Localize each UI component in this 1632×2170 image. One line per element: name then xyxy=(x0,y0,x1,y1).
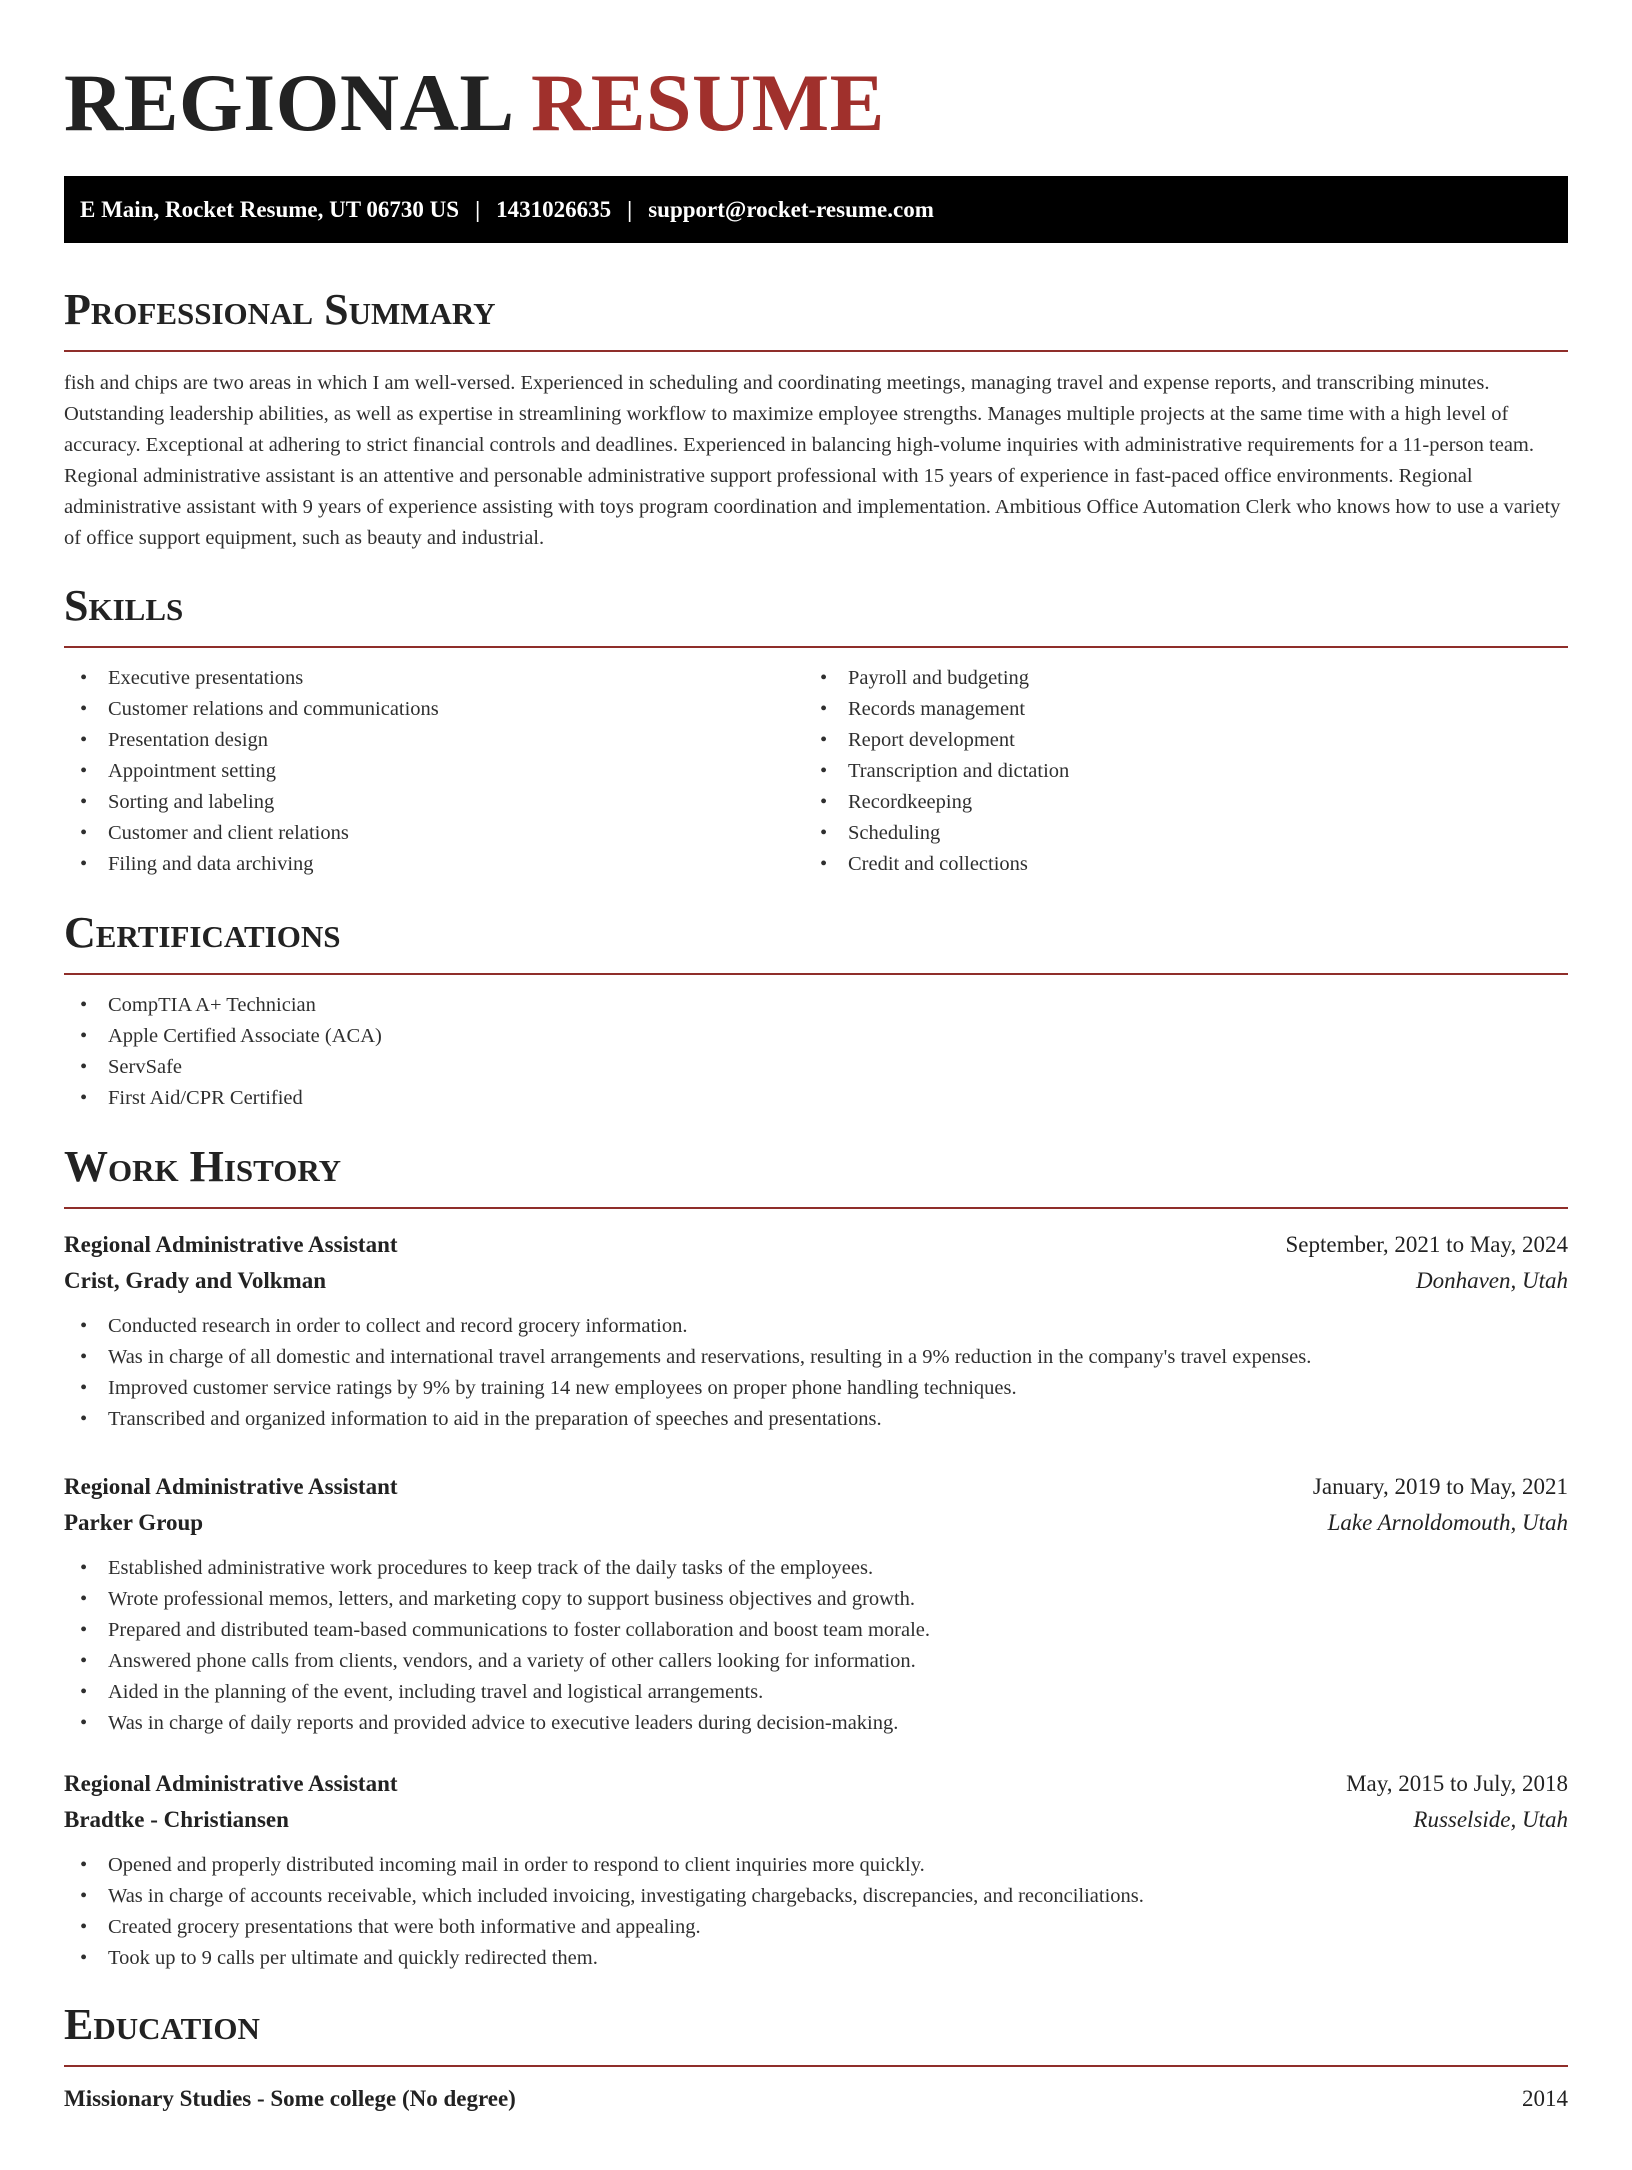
skills-list-left xyxy=(64,663,804,880)
section-title-work-history: Work History xyxy=(64,1142,342,1191)
name-last: RESUME xyxy=(531,57,885,148)
job-title: Regional Administrative Assistant xyxy=(64,1771,398,1796)
job-header-row xyxy=(64,1469,1568,1505)
education-year: 2014 xyxy=(1522,2086,1568,2111)
skill-item: • Executive presentations xyxy=(64,663,804,694)
job-entry xyxy=(64,1766,1568,1974)
job-duty-item: • Aided in the planning of the event, including travel and logistical arrangements. xyxy=(64,1677,1568,1708)
job-entry xyxy=(64,1227,1568,1435)
job-title: Regional Administrative Assistant xyxy=(64,1232,398,1257)
resume-page xyxy=(64,58,1568,2117)
job-dates: May, 2015 to July, 2018 xyxy=(1346,1771,1568,1796)
skill-item: • Customer relations and communications xyxy=(64,694,804,725)
job-location: Lake Arnoldomouth, Utah xyxy=(1327,1510,1568,1535)
skills-columns xyxy=(64,663,1568,880)
skill-item: • Presentation design xyxy=(64,725,804,756)
education-section xyxy=(64,2000,1568,2117)
name-first: REGIONAL xyxy=(64,57,510,148)
job-company-row xyxy=(64,1802,1568,1838)
certifications-section xyxy=(64,908,1568,1114)
skill-item: • Sorting and labeling xyxy=(64,787,804,818)
job-dates: January, 2019 to May, 2021 xyxy=(1312,1474,1568,1499)
job-title: Regional Administrative Assistant xyxy=(64,1474,398,1499)
job-duty-item: • Opened and properly distributed incoming mail in order to respond to client inquiries more quickly. xyxy=(64,1850,1568,1881)
contact-email: support@rocket-resume.com xyxy=(648,196,934,222)
certifications-list xyxy=(64,990,1568,1114)
certification-item: • Apple Certified Associate (ACA) xyxy=(64,1021,1568,1052)
section-divider xyxy=(64,2065,1568,2067)
summary-text: fish and chips are two areas in which I am well-versed. Experienced in scheduling and coordinating meetings, managing travel and expense reports, and transcribing minutes. Outstanding leadership abilities, as well as expertise in streamlining workflow to maximize employee strengths. Manages multiple projects at the same time with a high level of accuracy. Exceptional at adhering to strict financial controls and deadlines. Experienced in balancing high-volume inquiries with administrative requirements for a 11-person team. Regional administrative assistant is an attentive and personable administrative support professional with 15 years of experience in fast-paced office environments. Regional administrative assistant with 9 years of experience assisting with toys program coordination and implementation. Ambitious Office Automation Clerk who knows how to use a variety of office support equipment, such as beauty and industrial. xyxy=(64,372,1561,549)
job-header-row xyxy=(64,1766,1568,1802)
job-location: Russelside, Utah xyxy=(1413,1807,1568,1832)
job-entry xyxy=(64,1469,1568,1739)
section-divider xyxy=(64,1207,1568,1209)
job-duty-item: • Conducted research in order to collect and record grocery information. xyxy=(64,1311,1568,1342)
job-company-row xyxy=(64,1505,1568,1541)
skill-item: • Recordkeeping xyxy=(804,787,1544,818)
job-duties-list xyxy=(64,1850,1568,1974)
job-company: Crist, Grady and Volkman xyxy=(64,1268,327,1293)
work-history-section xyxy=(64,1142,1568,1974)
section-title-certifications: Certifications xyxy=(64,908,341,957)
job-dates: September, 2021 to May, 2024 xyxy=(1285,1232,1568,1257)
job-company: Bradtke - Christiansen xyxy=(64,1807,289,1832)
job-duty-item: • Wrote professional memos, letters, and marketing copy to support business objectives and growth. xyxy=(64,1584,1568,1615)
certification-item: • CompTIA A+ Technician xyxy=(64,990,1568,1021)
job-duties-list xyxy=(64,1311,1568,1435)
section-title-education: Education xyxy=(64,2000,260,2049)
certification-item: • First Aid/CPR Certified xyxy=(64,1083,1568,1114)
job-duty-item: • Prepared and distributed team-based communications to foster collaboration and boost team morale. xyxy=(64,1615,1568,1646)
skills-section xyxy=(64,581,1568,880)
job-duty-item: • Transcribed and organized information to aid in the preparation of speeches and presentations. xyxy=(64,1404,1568,1435)
contact-separator: | xyxy=(475,196,481,222)
job-company-row xyxy=(64,1263,1568,1299)
contact-phone: 1431026635 xyxy=(496,196,612,222)
section-divider xyxy=(64,646,1568,648)
job-duty-item: • Was in charge of accounts receivable, which included invoicing, investigating chargebacks, discrepancies, and reconciliations. xyxy=(64,1881,1568,1912)
skill-item: • Records management xyxy=(804,694,1544,725)
contact-bar xyxy=(64,176,1568,243)
job-header-row xyxy=(64,1227,1568,1263)
job-duty-item: • Established administrative work procedures to keep track of the daily tasks of the employees. xyxy=(64,1553,1568,1584)
skills-list-right xyxy=(804,663,1544,880)
job-duty-item: • Answered phone calls from clients, vendors, and a variety of other callers looking for information. xyxy=(64,1646,1568,1677)
job-location: Donhaven, Utah xyxy=(1415,1268,1568,1293)
skill-item: • Scheduling xyxy=(804,818,1544,849)
skill-item: • Credit and collections xyxy=(804,849,1544,880)
job-duties-list xyxy=(64,1553,1568,1739)
contact-address: E Main, Rocket Resume, UT 06730 US xyxy=(80,196,460,222)
skill-item: • Filing and data archiving xyxy=(64,849,804,880)
resume-name xyxy=(64,58,1568,148)
skill-item: • Report development xyxy=(804,725,1544,756)
education-degree: Missionary Studies - Some college (No degree) xyxy=(64,2086,516,2111)
job-duty-item: • Created grocery presentations that were both informative and appealing. xyxy=(64,1912,1568,1943)
job-duty-item: • Took up to 9 calls per ultimate and quickly redirected them. xyxy=(64,1943,1568,1974)
job-duty-item: • Was in charge of all domestic and international travel arrangements and reservations, resulting in a 9% reduction in the company's travel expenses. xyxy=(64,1342,1568,1373)
job-company: Parker Group xyxy=(64,1510,204,1535)
skill-item: • Customer and client relations xyxy=(64,818,804,849)
skill-item: • Transcription and dictation xyxy=(804,756,1544,787)
contact-separator: | xyxy=(627,196,633,222)
summary-section xyxy=(64,285,1568,554)
section-title-skills: Skills xyxy=(64,581,184,630)
skill-item: • Appointment setting xyxy=(64,756,804,787)
job-duty-item: • Improved customer service ratings by 9% by training 14 new employees on proper phone handling techniques. xyxy=(64,1373,1568,1404)
section-divider xyxy=(64,973,1568,975)
section-divider xyxy=(64,350,1568,352)
job-duty-item: • Was in charge of daily reports and provided advice to executive leaders during decision-making. xyxy=(64,1708,1568,1739)
section-title-summary: Professional Summary xyxy=(64,285,496,334)
skill-item: • Payroll and budgeting xyxy=(804,663,1544,694)
certification-item: • ServSafe xyxy=(64,1052,1568,1083)
